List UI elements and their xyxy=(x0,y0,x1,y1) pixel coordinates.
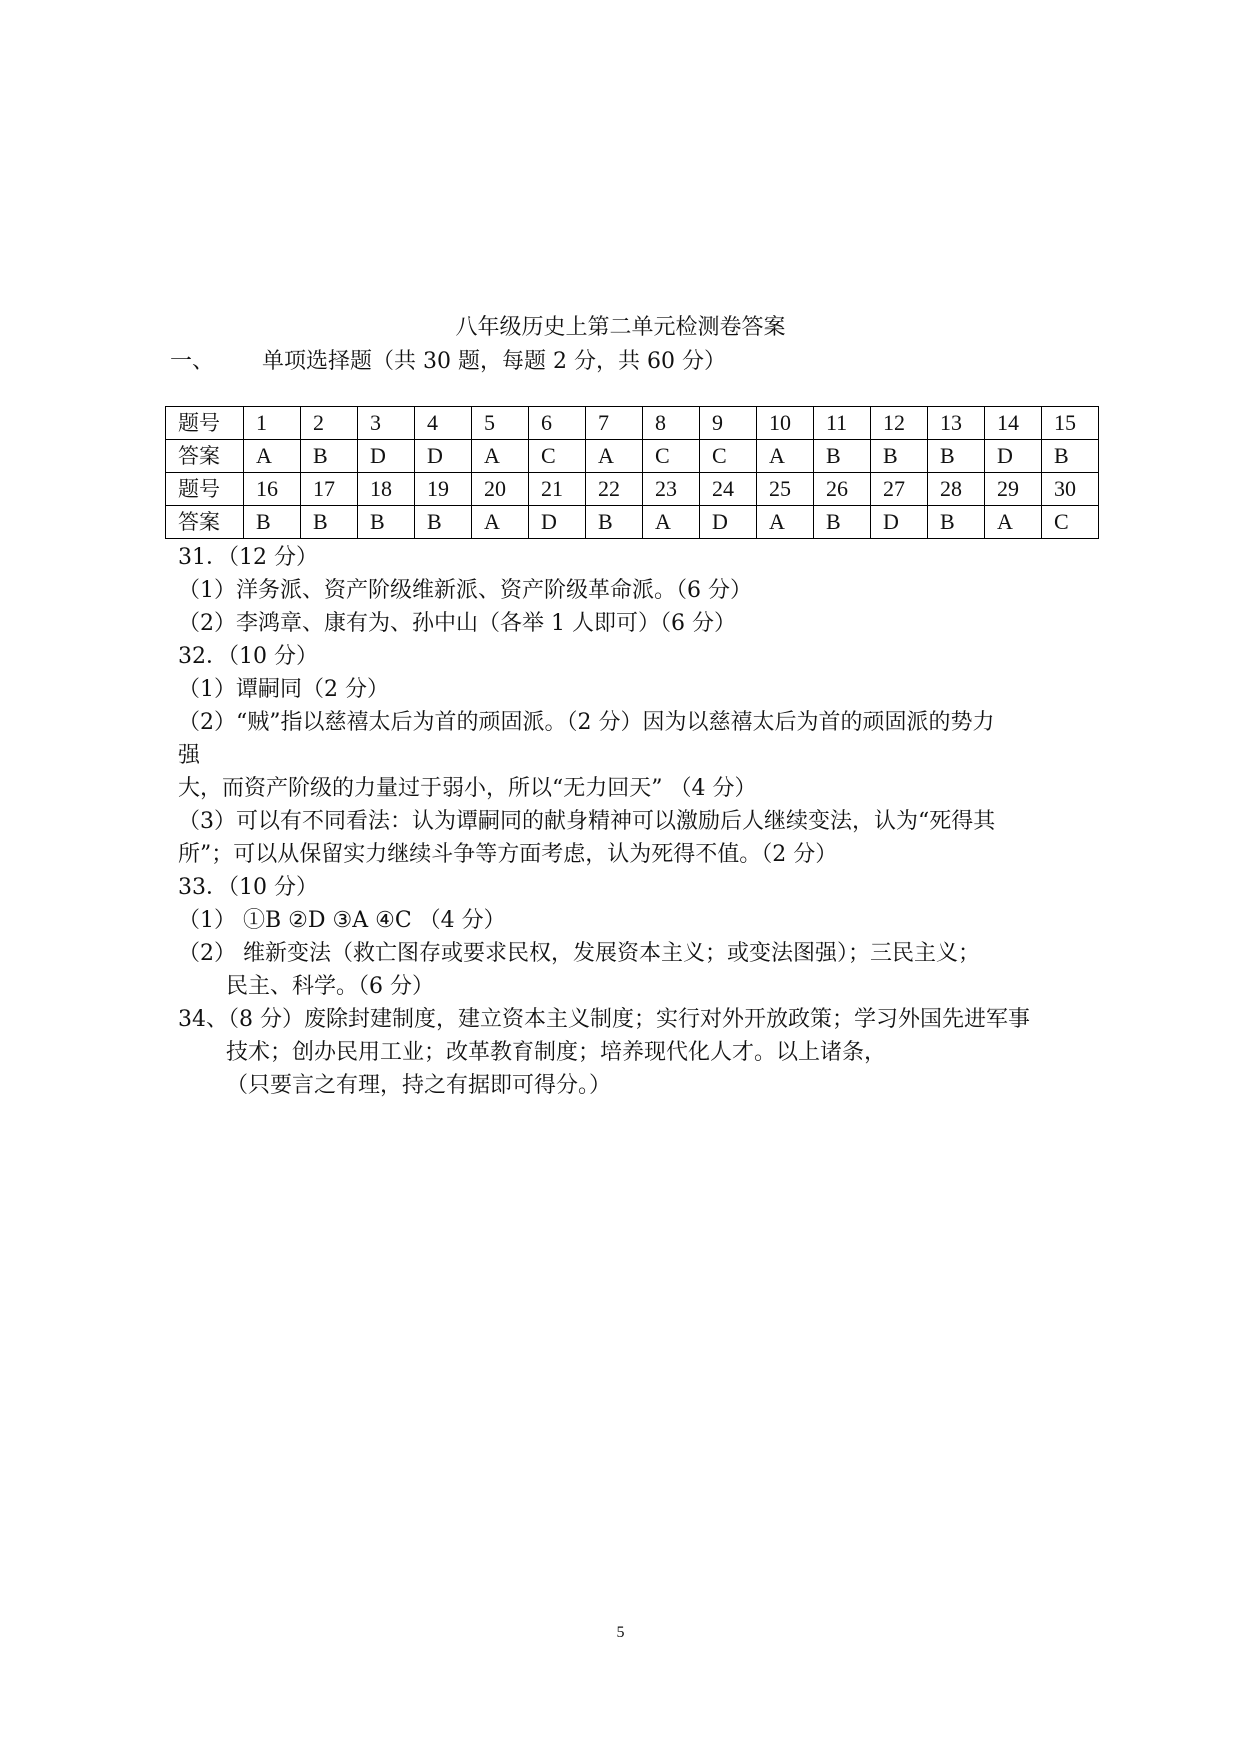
page-number: 5 xyxy=(616,1624,625,1641)
table-cell: 11 xyxy=(814,407,871,440)
table-cell: 19 xyxy=(415,473,472,506)
table-cell: 2 xyxy=(301,407,358,440)
table-row xyxy=(166,440,1099,473)
answer-line: 32．（10 分） xyxy=(178,644,318,669)
table-cell: 14 xyxy=(985,407,1042,440)
table-cell: 13 xyxy=(928,407,985,440)
table-cell: D xyxy=(358,440,415,473)
table-cell: B xyxy=(415,506,472,539)
table-cell: B xyxy=(301,440,358,473)
table-cell: D xyxy=(871,506,928,539)
table-cell: C xyxy=(529,440,586,473)
table-cell: D xyxy=(529,506,586,539)
answer-line: 33．（10 分） xyxy=(178,875,318,900)
table-cell: B xyxy=(928,506,985,539)
answer-line: （1）洋务派、资产阶级维新派、资产阶级革命派。（6 分） xyxy=(178,578,752,603)
table-cell: 3 xyxy=(358,407,415,440)
table-cell: 28 xyxy=(928,473,985,506)
table-row xyxy=(166,506,1099,539)
answer-text-body xyxy=(178,541,1128,1102)
answer-line: （只要言之有理，持之有据即可得分。） xyxy=(226,1073,612,1098)
table-cell: A xyxy=(985,506,1042,539)
table-cell: B xyxy=(358,506,415,539)
table-cell: D xyxy=(415,440,472,473)
table-cell: A xyxy=(757,440,814,473)
table-cell: B xyxy=(244,506,301,539)
table-cell: 1 xyxy=(244,407,301,440)
answer-line: （1） ①B ②D ③A ④C （4 分） xyxy=(178,908,506,933)
table-row-header: 答案 xyxy=(166,440,244,473)
table-cell: 20 xyxy=(472,473,529,506)
table-cell: 26 xyxy=(814,473,871,506)
table-cell: 21 xyxy=(529,473,586,506)
answer-line: （2）李鸿章、康有为、孙中山（各举 1 人即可）（6 分） xyxy=(178,611,736,636)
answer-line: （3）可以有不同看法：认为谭嗣同的献身精神可以激励后人继续变法，认为“死得其 xyxy=(178,809,996,834)
table-cell: 17 xyxy=(301,473,358,506)
section-text: 单项选择题（共 30 题，每题 2 分，共 60 分） xyxy=(262,349,726,374)
table-cell: B xyxy=(814,506,871,539)
answer-line: 技术；创办民用工业；改革教育制度；培养现代化人才。以上诸条， xyxy=(226,1040,887,1065)
table-row xyxy=(166,407,1099,440)
table-cell: B xyxy=(928,440,985,473)
table-cell: 5 xyxy=(472,407,529,440)
table-cell: A xyxy=(586,440,643,473)
table-cell: 4 xyxy=(415,407,472,440)
answer-line: 所”；可以从保留实力继续斗争等方面考虑，认为死得不值。（2 分） xyxy=(178,842,838,867)
table-cell: 25 xyxy=(757,473,814,506)
section-number: 一、 xyxy=(170,349,215,374)
table-cell: 9 xyxy=(700,407,757,440)
table-cell: A xyxy=(757,506,814,539)
table-cell: B xyxy=(871,440,928,473)
document-title: 八年级历史上第二单元检测卷答案 xyxy=(455,315,786,340)
table-cell: A xyxy=(244,440,301,473)
table-cell: 29 xyxy=(985,473,1042,506)
table-cell: D xyxy=(700,506,757,539)
table-cell: A xyxy=(472,440,529,473)
table-cell: 30 xyxy=(1042,473,1099,506)
table-cell: B xyxy=(814,440,871,473)
answer-line: （2）“贼”指以慈禧太后为首的顽固派。（2 分）因为以慈禧太后为首的顽固派的势力 xyxy=(178,710,995,735)
table-cell: B xyxy=(1042,440,1099,473)
section-heading xyxy=(170,347,726,377)
table-cell: 18 xyxy=(358,473,415,506)
table-cell: 15 xyxy=(1042,407,1099,440)
table-cell: C xyxy=(700,440,757,473)
table-cell: B xyxy=(586,506,643,539)
answer-table xyxy=(165,406,1099,539)
table-cell: 23 xyxy=(643,473,700,506)
table-row-header: 题号 xyxy=(166,407,244,440)
table-cell: 10 xyxy=(757,407,814,440)
answer-line: 民主、科学。（6 分） xyxy=(226,974,434,999)
table-cell: A xyxy=(643,506,700,539)
table-cell: B xyxy=(301,506,358,539)
table-row xyxy=(166,473,1099,506)
table-cell: C xyxy=(643,440,700,473)
table-cell: 24 xyxy=(700,473,757,506)
answer-line: 大，而资产阶级的力量过于弱小，所以“无力回天” （4 分） xyxy=(178,776,757,801)
table-cell: A xyxy=(472,506,529,539)
table-cell: 27 xyxy=(871,473,928,506)
table-row-header: 答案 xyxy=(166,506,244,539)
answer-line: 31．（12 分） xyxy=(178,545,318,570)
table-cell: 6 xyxy=(529,407,586,440)
table-row-header: 题号 xyxy=(166,473,244,506)
answer-line: （2） 维新变法（救亡图存或要求民权，发展资本主义；或变法图强）；三民主义； xyxy=(178,941,980,966)
table-cell: C xyxy=(1042,506,1099,539)
table-cell: 12 xyxy=(871,407,928,440)
table-cell: 22 xyxy=(586,473,643,506)
answer-line: 34、（8 分）废除封建制度，建立资本主义制度；实行对外开放政策；学习外国先进军事 xyxy=(178,1007,1030,1032)
answer-line: 强 xyxy=(178,743,201,768)
table-cell: D xyxy=(985,440,1042,473)
table-cell: 7 xyxy=(586,407,643,440)
answer-line: （1）谭嗣同（2 分） xyxy=(178,677,389,702)
table-cell: 16 xyxy=(244,473,301,506)
table-cell: 8 xyxy=(643,407,700,440)
